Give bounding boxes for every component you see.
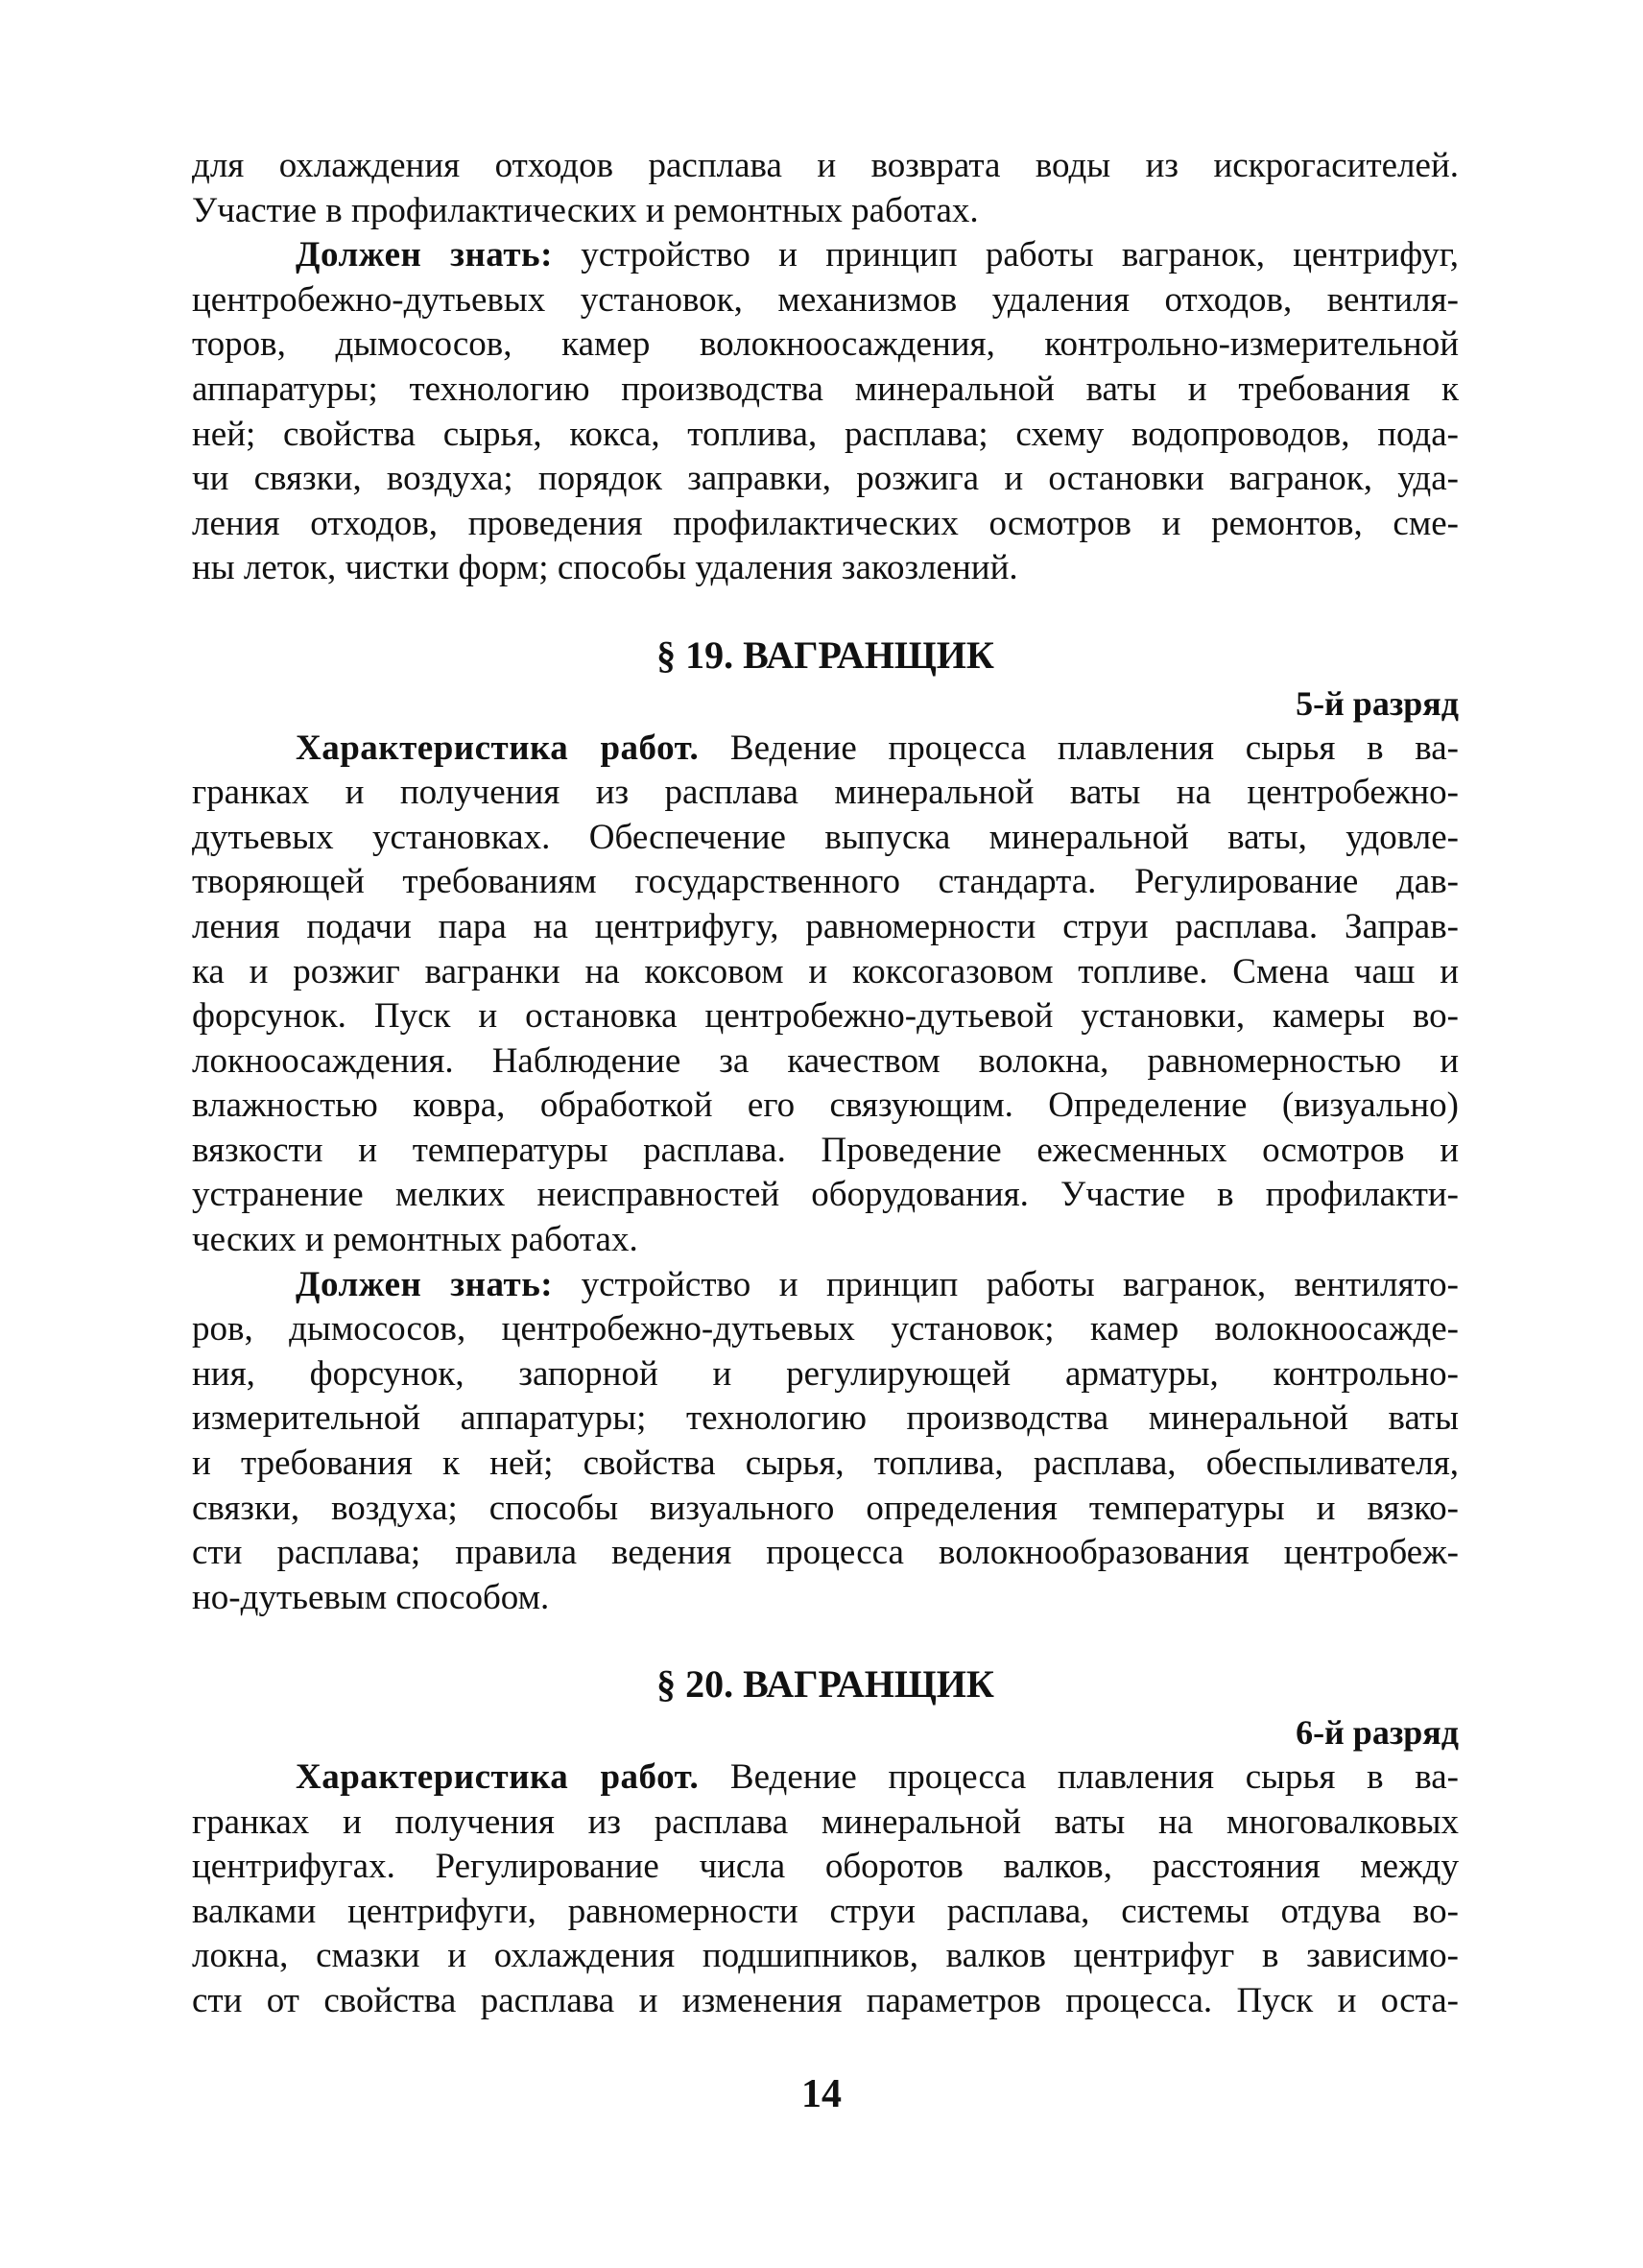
text-line: ния, форсунок, запорной и регулирующей арматуры, контрольно- [192, 1353, 1459, 1394]
text-line: чи связки, воздуха; порядок заправки, розжига и остановки вагранок, уда- [192, 459, 1459, 499]
text-run: Ведение процесса плавления сырья в ва- [699, 1757, 1459, 1797]
text-line: гранках и получения из расплава минеральной ваты на многовалковых [192, 1802, 1459, 1842]
text-line: гранках и получения из расплава минеральной ваты на центробежно- [192, 773, 1459, 813]
term-label: Характеристика работ. [296, 728, 700, 768]
section-heading: § 19. ВАГРАНЩИК [656, 633, 994, 677]
text-line: связки, воздуха; способы визуального определения температуры и вязко- [192, 1488, 1459, 1528]
text-line: для охлаждения отходов расплава и возврата воды из искрогасителей. [192, 146, 1459, 185]
term-label: Характеристика работ. [296, 1757, 700, 1797]
text-line: но-дутьевым способом. [192, 1577, 550, 1617]
text-line: центрифугах. Регулирование числа оборотов валков, расстояния между [192, 1847, 1459, 1887]
rank-label: 5-й разряд [1296, 683, 1459, 723]
text-line: ров, дымососов, центробежно-дутьевых установок; камер волокноосажде- [192, 1309, 1459, 1349]
text-line: дутьевых установках. Обеспечение выпуска минеральной ваты, удовле- [192, 817, 1459, 857]
paragraph-first-line [192, 1263, 1459, 1308]
text-line: форсунок. Пуск и остановка центробежно-дутьевой установки, камеры во- [192, 996, 1459, 1037]
text-line: центробежно-дутьевых установок, механизмов удаления отходов, вентиля- [192, 279, 1459, 320]
text-line: влажностью ковра, обработкой его связующим. Определение (визуально) [192, 1086, 1459, 1126]
text-run: устройство и принцип работы вагранок, вентилято- [553, 1264, 1459, 1304]
text-line: локна, смазки и охлаждения подшипников, валков центрифуг в зависимо- [192, 1936, 1459, 1976]
text-line: аппаратуры; технологию производства минеральной ваты и требования к [192, 369, 1459, 409]
document-page [192, 144, 1459, 2024]
text-line: валками центрифуги, равномерности струи расплава, системы отдува во- [192, 1891, 1459, 1931]
text-line: ны леток, чистки форм; способы удаления закозлений. [192, 548, 1018, 588]
text-line: локноосаждения. Наблюдение за качеством волокна, равномерностью и [192, 1040, 1459, 1081]
paragraph-first-line [192, 233, 1459, 278]
term-label: Должен знать: [296, 1264, 554, 1304]
page-number: 14 [801, 2072, 842, 2116]
text-line: устранение мелких неисправностей оборудования. Участие в профилакти- [192, 1175, 1459, 1215]
text-line: измерительной аппаратуры; технологию производства минеральной ваты [192, 1398, 1459, 1439]
text-line: ней; свойства сырья, кокса, топлива, расплава; схему водопроводов, пода- [192, 414, 1459, 454]
text-line: творяющей требованиям государственного стандарта. Регулирование дав- [192, 862, 1459, 902]
text-line: вязкости и температуры расплава. Проведение ежесменных осмотров и [192, 1130, 1459, 1170]
text-line: сти от свойства расплава и изменения параметров процесса. Пуск и оста- [192, 1980, 1459, 2020]
text-run: Ведение процесса плавления сырья в ва- [699, 728, 1459, 768]
text-line: торов, дымососов, камер волокноосаждения, контрольно-измерительной [192, 324, 1459, 365]
section-heading: § 20. ВАГРАНЩИК [656, 1662, 994, 1707]
text-run: устройство и принцип работы вагранок, центрифуг, [552, 235, 1460, 275]
paragraph-first-line [192, 1755, 1459, 1801]
text-line: сти расплава; правила ведения процесса волокнообразования центробеж- [192, 1533, 1459, 1573]
paragraph-first-line [192, 727, 1459, 772]
text-line: ка и розжиг вагранки на коксовом и коксогазовом топливе. Смена чаш и [192, 951, 1459, 991]
term-label: Должен знать: [296, 235, 553, 275]
text-line: ческих и ремонтных работах. [192, 1220, 638, 1260]
text-line: ления подачи пара на центрифугу, равномерности струи расплава. Заправ- [192, 906, 1459, 946]
text-line: и требования к ней; свойства сырья, топлива, расплава, обеспыливателя, [192, 1444, 1459, 1484]
text-line: Участие в профилактических и ремонтных работах. [192, 190, 979, 230]
text-line: ления отходов, проведения профилактических осмотров и ремонтов, сме- [192, 503, 1459, 543]
rank-label: 6-й разряд [1296, 1713, 1459, 1753]
